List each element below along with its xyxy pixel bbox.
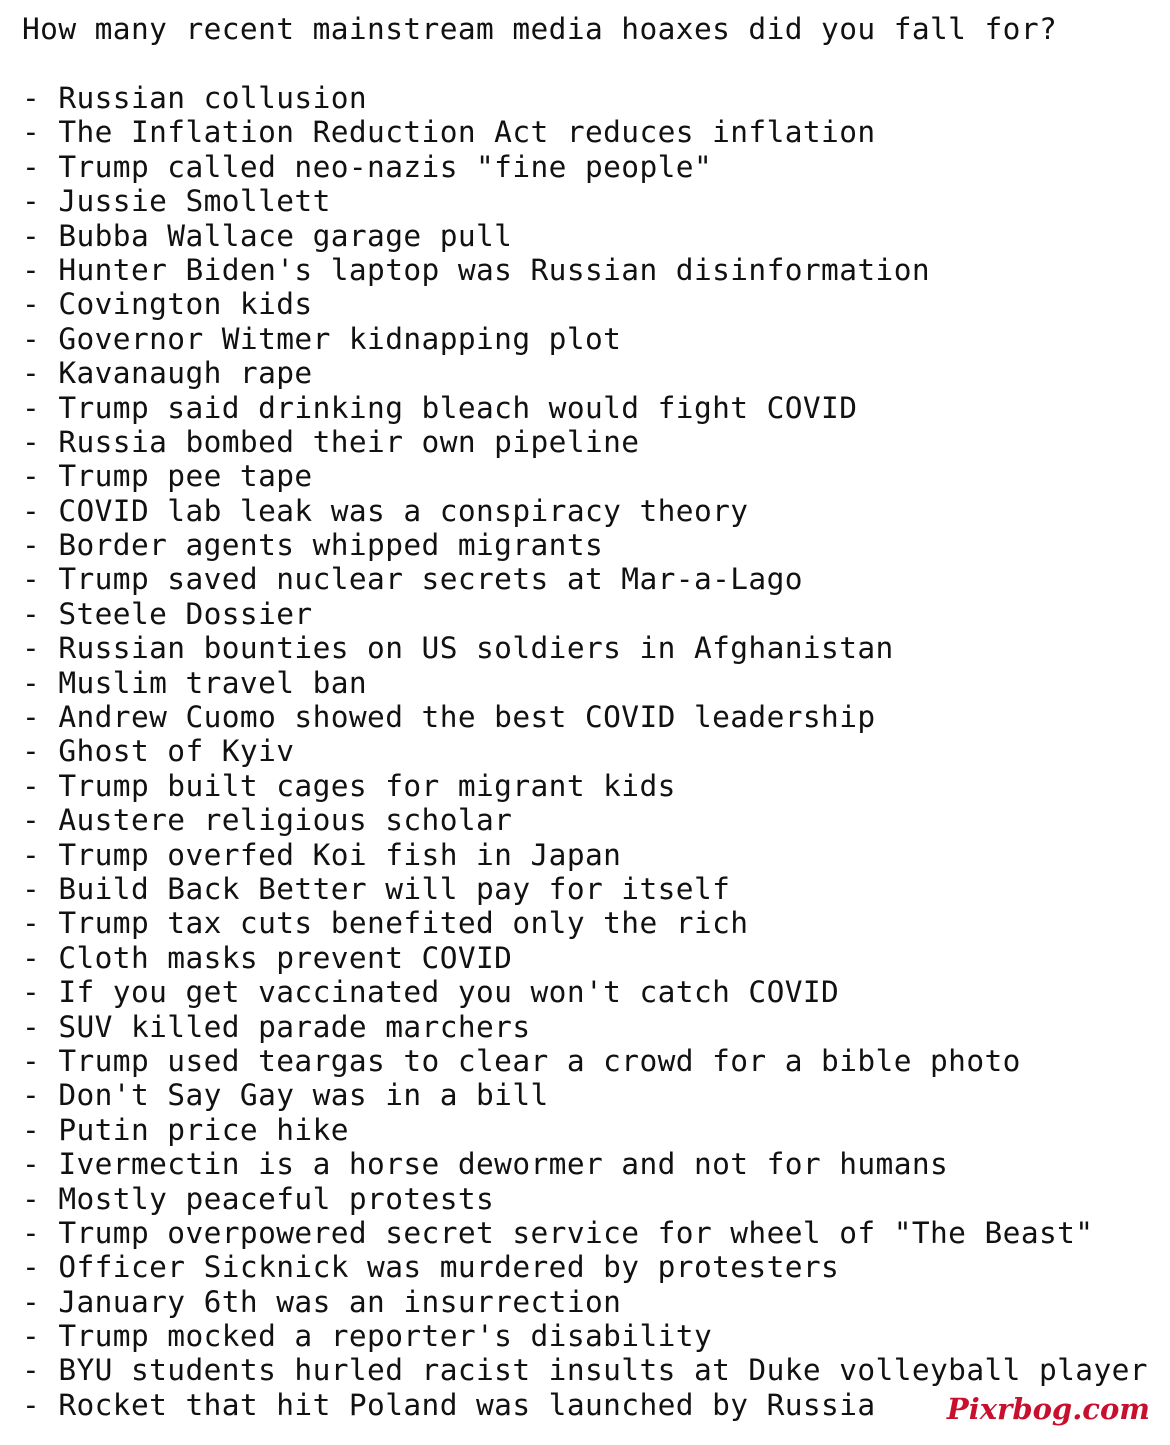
page-title: How many recent mainstream media hoaxes did you fall for? xyxy=(22,12,1058,46)
list-item: - Andrew Cuomo showed the best COVID leadership xyxy=(22,700,876,735)
list-item: - Build Back Better will pay for itself xyxy=(22,871,731,906)
list-item: - Mostly peaceful protests xyxy=(22,1181,495,1216)
list-item: - Steele Dossier xyxy=(22,596,313,631)
list-item: - Border agents whipped migrants xyxy=(22,528,604,563)
list-item: - COVID lab leak was a conspiracy theory xyxy=(22,493,749,528)
list-item: - Russian collusion xyxy=(22,81,368,115)
list-item: - Ghost of Kyiv xyxy=(22,734,295,769)
list-item: - Trump overpowered secret service for wheel of "The Beast" xyxy=(22,1215,1094,1250)
list-item: - January 6th was an insurrection xyxy=(22,1284,622,1319)
list-item: - Bubba Wallace garage pull xyxy=(22,218,513,253)
watermark-logo: Pixrbog.com xyxy=(946,1392,1150,1426)
list-item: - Covington kids xyxy=(22,287,313,322)
list-item: - Jussie Smollett xyxy=(22,184,331,219)
list-item: - Trump tax cuts benefited only the rich xyxy=(22,906,749,941)
list-item: - Ivermectin is a horse dewormer and not for humans xyxy=(22,1147,949,1182)
list-item: - Rocket that hit Poland was launched by Russia xyxy=(22,1387,876,1422)
list-item: - Trump mocked a reporter's disability xyxy=(22,1319,713,1354)
list-item: - BYU students hurled racist insults at Duke volleyball player xyxy=(22,1353,1148,1388)
list-item: - Trump used teargas to clear a crowd for a bible photo xyxy=(22,1043,1021,1078)
list-item: - Trump saved nuclear secrets at Mar-a-Lago xyxy=(22,562,803,597)
list-item: - Russia bombed their own pipeline xyxy=(22,424,640,459)
list-item: - Muslim travel ban xyxy=(22,665,368,700)
list-item: - Trump pee tape xyxy=(22,459,313,494)
list-item: - The Inflation Reduction Act reduces inflation xyxy=(22,115,876,150)
list-item: - Putin price hike xyxy=(22,1112,349,1147)
list-item: - Cloth masks prevent COVID xyxy=(22,940,513,975)
list-item: - Trump overfed Koi fish in Japan xyxy=(22,837,622,872)
list-item: - Hunter Biden's laptop was Russian disinformation xyxy=(22,252,931,287)
list-item: - Governor Witmer kidnapping plot xyxy=(22,321,622,356)
list-item: - Trump called neo-nazis "fine people" xyxy=(22,149,713,184)
list-item: - Trump said drinking bleach would fight COVID xyxy=(22,390,858,425)
list-item: - Austere religious scholar xyxy=(22,803,513,838)
list-item: - Officer Sicknick was murdered by protesters xyxy=(22,1250,840,1285)
list-item: - Kavanaugh rape xyxy=(22,356,313,391)
list-item: - SUV killed parade marchers xyxy=(22,1009,531,1044)
list-item: - Don't Say Gay was in a bill xyxy=(22,1078,549,1113)
hoax-list xyxy=(22,81,1148,1422)
list-item: - If you get vaccinated you won't catch COVID xyxy=(22,975,840,1010)
list-item: - Trump built cages for migrant kids xyxy=(22,768,676,803)
list-item: - Russian bounties on US soldiers in Afghanistan xyxy=(22,631,894,666)
